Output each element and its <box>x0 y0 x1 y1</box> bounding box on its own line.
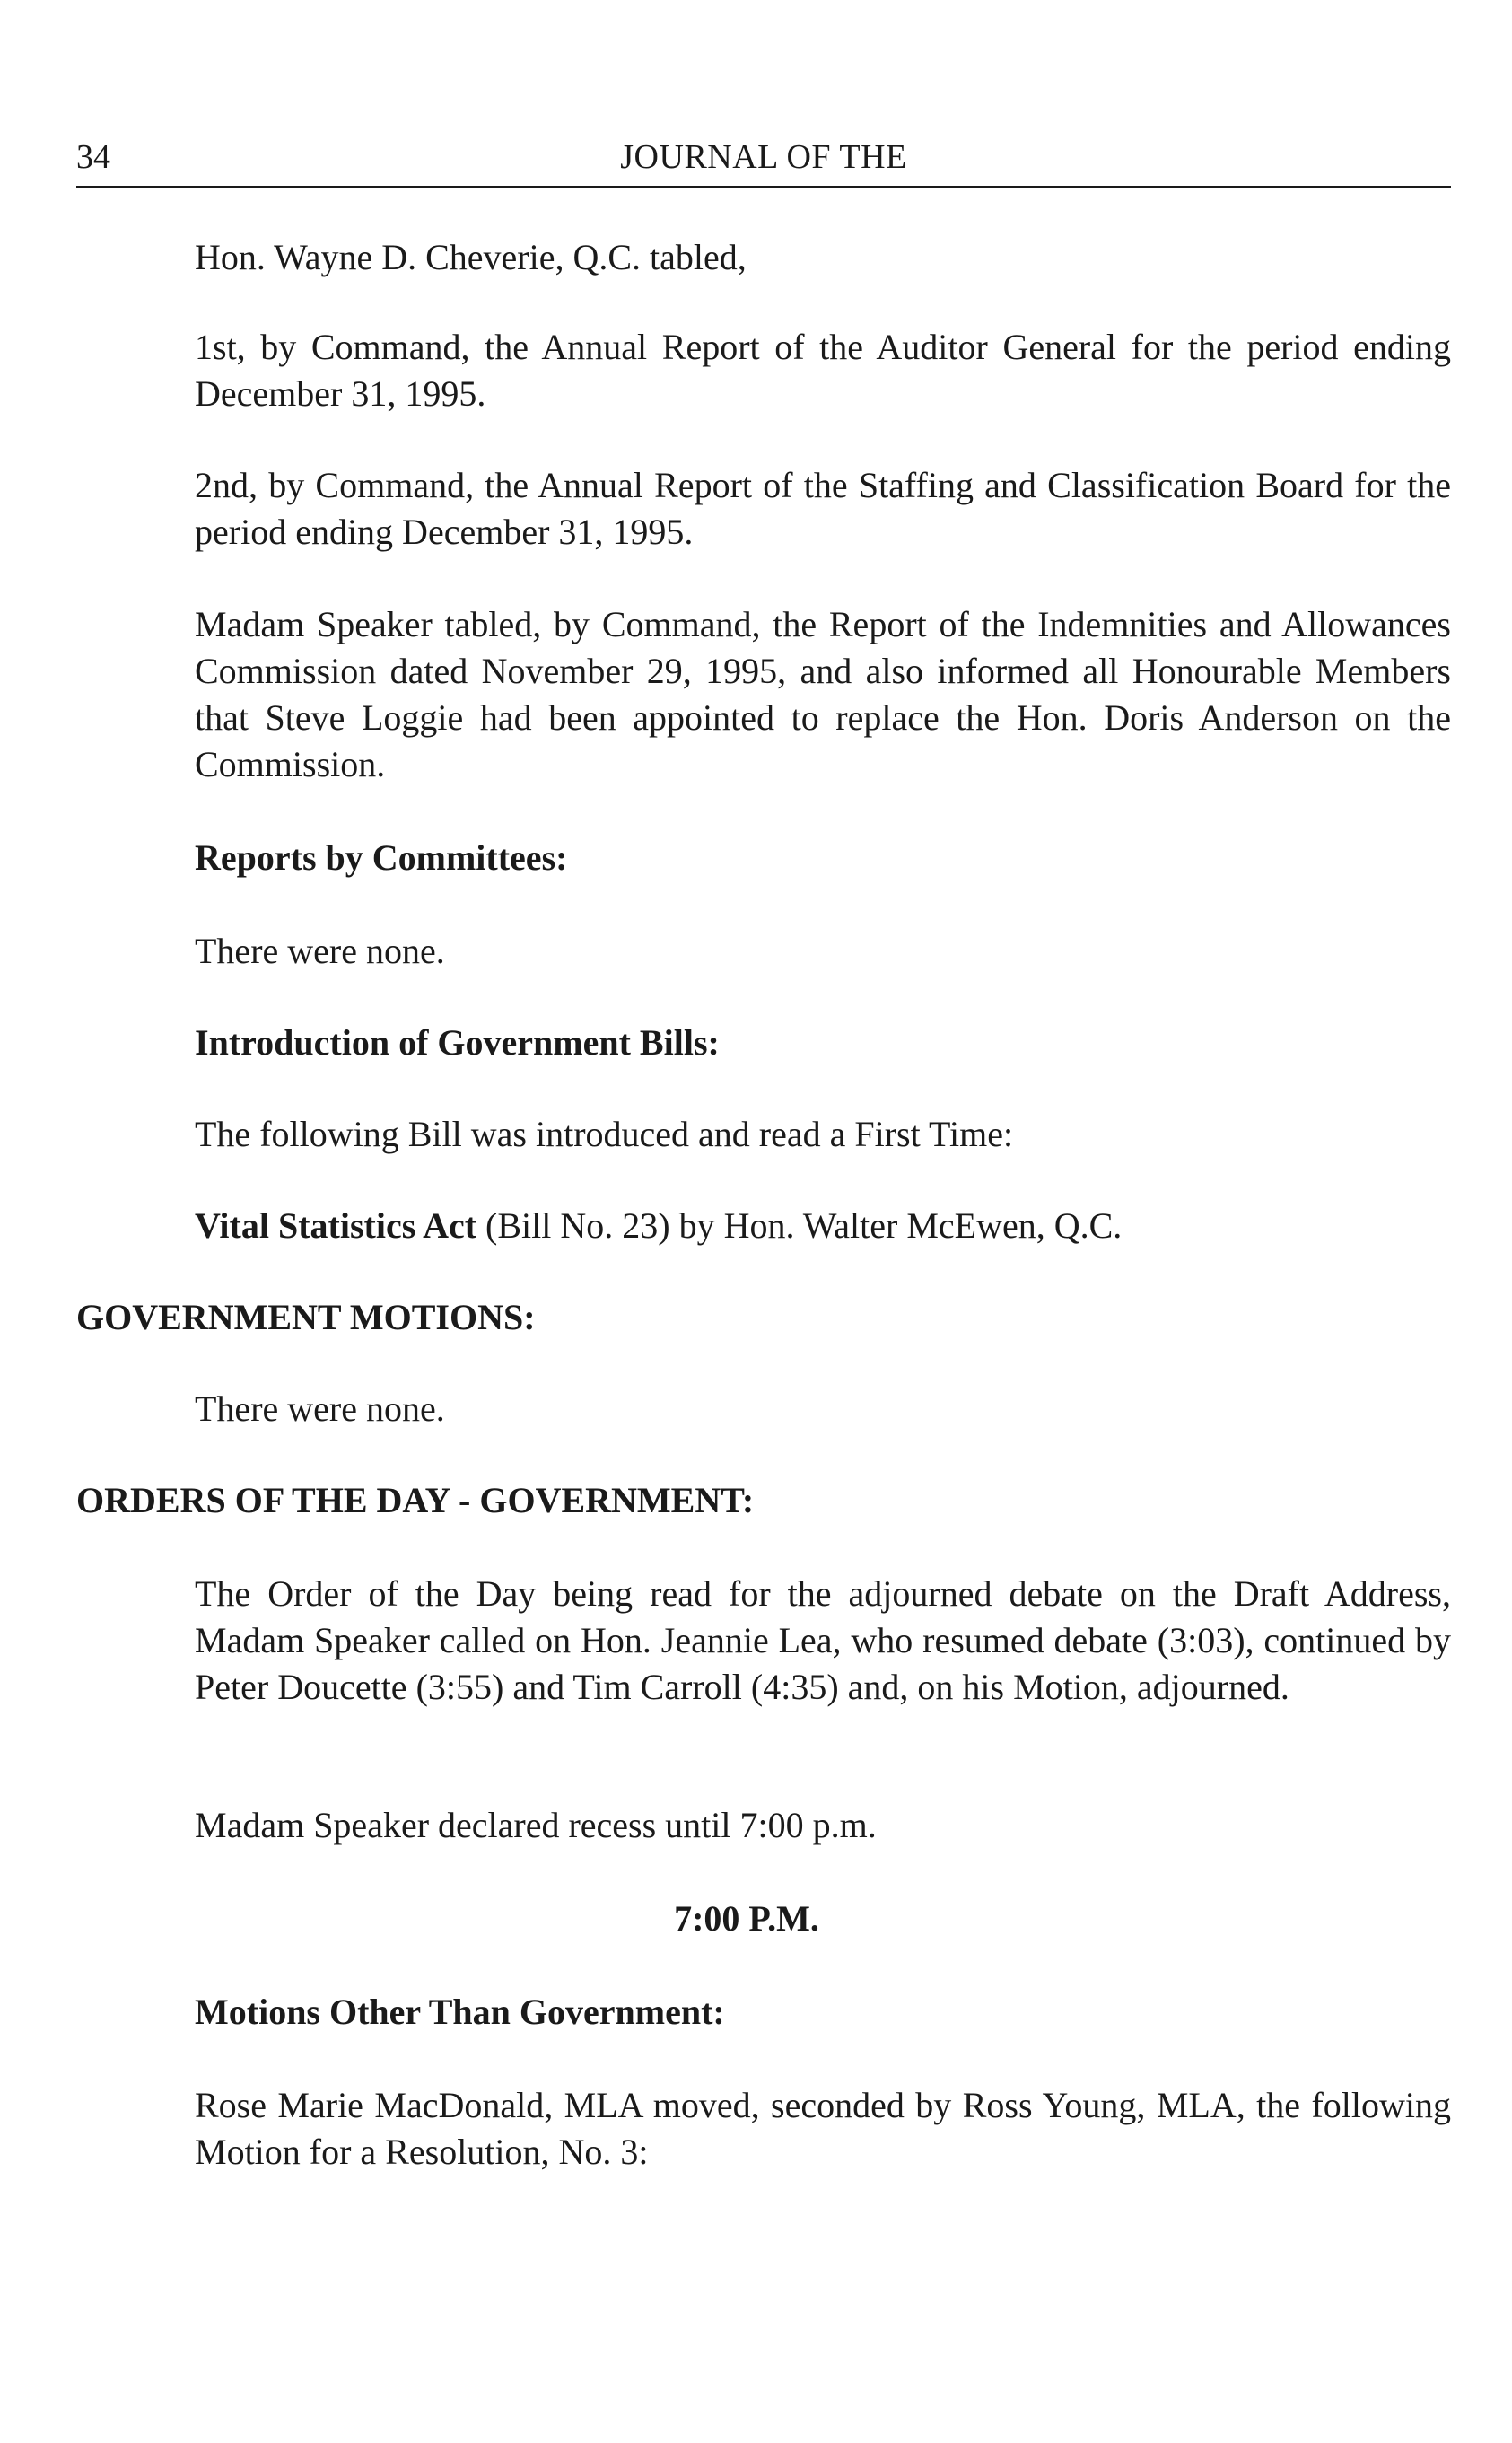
speaker-tabled-paragraph: Madam Speaker tabled, by Command, the Report of the Indemnities and Allowances Commission dated November 29, 1995, and also informed all Honourable Members that Steve Loggie had been appointed to replace the Hon. Doris Anderson on the Commission. <box>195 604 1451 784</box>
tabled-item-2: 2nd, by Command, the Annual Report of the Staffing and Classification Board for the period ending December 31, 1995. <box>195 465 1451 552</box>
reports-none: There were none. <box>195 931 445 971</box>
government-motions-none: There were none. <box>195 1388 445 1429</box>
recess-declaration: Madam Speaker declared recess until 7:00 p.m. <box>195 1805 877 1845</box>
running-title: JOURNAL OF THE <box>620 138 907 176</box>
bill-detail: (Bill No. 23) by Hon. Walter McEwen, Q.C. <box>476 1205 1123 1246</box>
heading-orders-of-the-day: ORDERS OF THE DAY - GOVERNMENT: <box>76 1480 755 1520</box>
bill-entry <box>195 1203 1451 1249</box>
bill-title: Vital Statistics Act <box>195 1205 477 1246</box>
bill-introduced-text: The following Bill was introduced and read a First Time: <box>195 1114 1014 1154</box>
order-of-day-paragraph: The Order of the Day being read for the adjourned debate on the Draft Address, Madam Speaker called on Hon. Jeannie Lea, who resumed debate (3:03), continued by Peter Doucette (3:55) and Tim Carroll (4:35) and, on his Motion, adjourned. <box>195 1573 1451 1707</box>
tabled-item-1: 1st, by Command, the Annual Report of the Auditor General for the period ending December 31, 1995. <box>195 327 1451 414</box>
time-heading: 7:00 P.M. <box>674 1898 819 1939</box>
heading-introduction-of-government-bills: Introduction of Government Bills: <box>195 1022 720 1063</box>
page-number: 34 <box>76 138 110 176</box>
heading-government-motions: GOVERNMENT MOTIONS: <box>76 1297 536 1337</box>
page-header <box>76 130 1451 188</box>
heading-motions-other-than-government: Motions Other Than Government: <box>195 1992 725 2032</box>
motion-resolution-paragraph: Rose Marie MacDonald, MLA moved, seconded by Ross Young, MLA, the following Motion for a Resolution, No. 3: <box>195 2085 1451 2172</box>
tabled-intro: Hon. Wayne D. Cheverie, Q.C. tabled, <box>195 237 747 277</box>
heading-reports-by-committees: Reports by Committees: <box>195 837 568 878</box>
